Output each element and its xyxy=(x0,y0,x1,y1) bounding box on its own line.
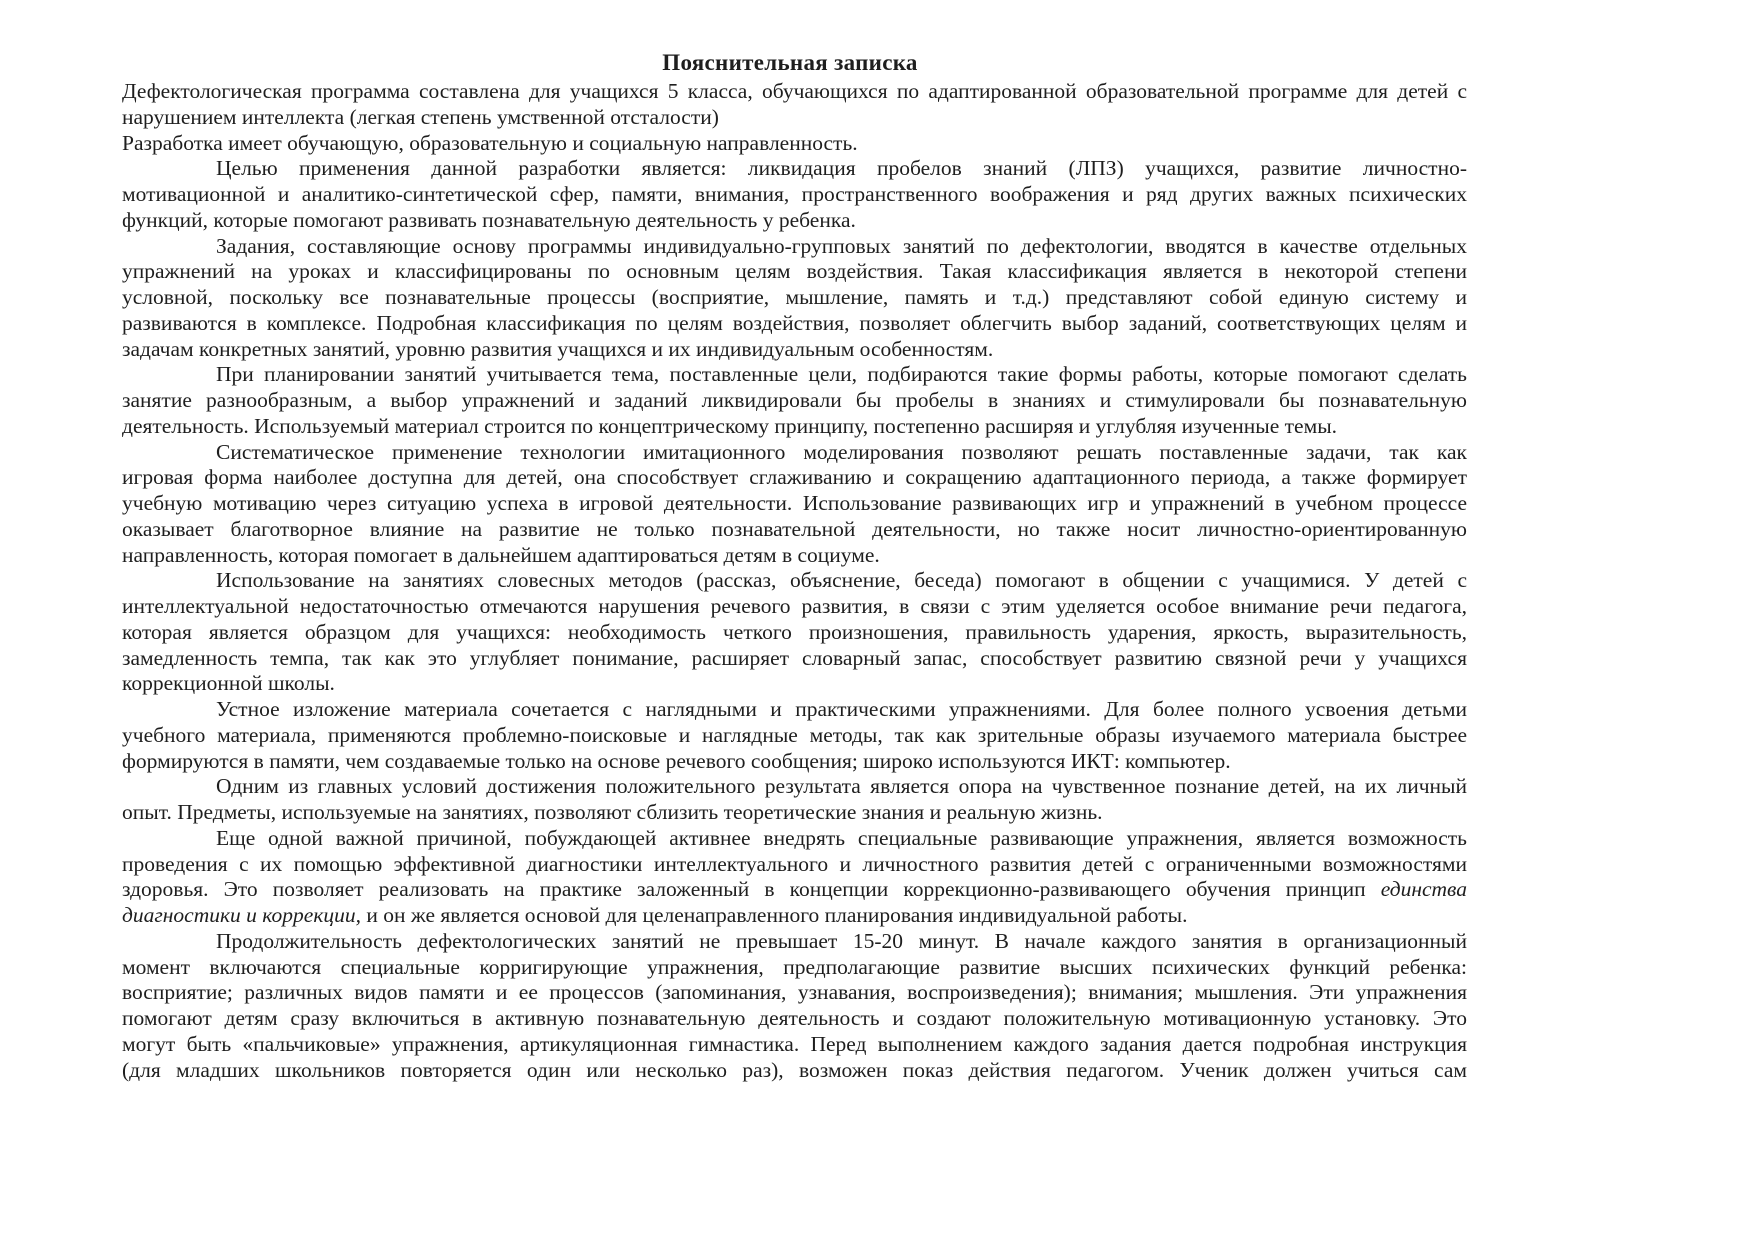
text-line xyxy=(122,362,1467,388)
italic-text: единства xyxy=(1380,877,1467,902)
text-segment: Разработка имеет обучающую, образовательную и социальную направленность. xyxy=(122,130,858,155)
document-body xyxy=(122,79,1467,1083)
text-line xyxy=(122,440,1467,466)
text-line xyxy=(122,671,1467,697)
text-line xyxy=(122,877,1467,903)
text-segment: игровая форма наиболее доступна для детей, она способствует сглаживанию и сокращению адаптационного периода, а также формирует xyxy=(122,465,1467,490)
text-line xyxy=(122,465,1467,491)
text-line xyxy=(122,955,1467,981)
text-segment: Одним из главных условий достижения положительного результата является опора на чувственное познание детей, на их личный xyxy=(216,774,1467,799)
paragraph xyxy=(122,362,1467,439)
text-segment: учебную мотивацию через ситуацию успеха в игровой деятельности. Использование развивающих игр и упражнений в учебном процессе xyxy=(122,491,1467,515)
text-line xyxy=(122,131,1467,157)
text-segment: помогают детям сразу включиться в активную познавательную деятельность и создают положительную мотивационную установку. Это xyxy=(122,1006,1467,1030)
text-line xyxy=(122,594,1467,620)
paragraph xyxy=(122,131,1467,157)
paragraph xyxy=(122,440,1467,569)
text-line xyxy=(122,723,1467,749)
text-line xyxy=(122,491,1467,517)
text-line xyxy=(122,285,1467,311)
text-line xyxy=(122,1058,1467,1084)
text-segment: восприятие; различных видов памяти и ее процессов (запоминания, узнавания, воспроизведения); внимания; мышления. Эти упражнения xyxy=(122,980,1467,1005)
text-line xyxy=(122,311,1467,337)
text-segment: Систематическое применение технологии имитационного моделирования позволяют решать поставленные задачи, так как xyxy=(216,439,1467,464)
text-segment: Задания, составляющие основу программы индивидуально-групповых занятий по дефектологии, вводятся в качестве отдельных xyxy=(216,233,1467,258)
paragraph xyxy=(122,929,1467,1084)
text-segment: замедленность темпа, так как это углубляет понимание, расширяет словарный запас, способствует развитию связной речи у учащихся xyxy=(122,645,1467,670)
paragraph xyxy=(122,568,1467,697)
text-line xyxy=(122,826,1467,852)
text-line xyxy=(122,929,1467,955)
text-segment: Целью применения данной разработки является: ликвидация пробелов знаний (ЛПЗ) учащихся, развитие личностно- xyxy=(216,156,1467,181)
text-line xyxy=(122,414,1467,440)
text-segment: занятие разнообразным, а выбор упражнений и заданий ликвидировали бы пробелы в знаниях и стимулировали бы познавательную xyxy=(122,388,1467,412)
text-segment: могут быть «пальчиковые» упражнения, артикуляционная гимнастика. Перед выполнением каждого задания дается подробная инструкция xyxy=(122,1031,1467,1056)
text-line xyxy=(122,234,1467,260)
paragraph xyxy=(122,774,1467,826)
text-segment: (для младших школьников повторяется один или несколько раз), возможен показ действия педагогом. Ученик должен учиться сам xyxy=(122,1057,1467,1082)
text-segment: момент включаются специальные корригирующие упражнения, предполагающие развитие высших психических функций ребенка: xyxy=(122,954,1467,979)
text-line xyxy=(122,1006,1467,1032)
text-line xyxy=(122,517,1467,543)
text-segment: задачам конкретных занятий, уровню развития учащихся и их индивидуальным особенностям. xyxy=(122,336,994,361)
text-line xyxy=(122,543,1467,569)
text-line xyxy=(122,568,1467,594)
paragraph xyxy=(122,234,1467,363)
text-segment: функций, которые помогают развивать познавательную деятельность у ребенка. xyxy=(122,207,856,232)
text-segment: и он же является основой для целенаправленного планирования индивидуальной работы. xyxy=(361,903,1188,927)
text-line xyxy=(122,620,1467,646)
text-line xyxy=(122,774,1467,800)
text-segment: направленность, которая помогает в дальнейшем адаптироваться детям в социуме. xyxy=(122,542,880,567)
text-segment: здоровья. Это позволяет реализовать на практике заложенный в концепции коррекционно-развивающего обучения принцип xyxy=(122,877,1381,902)
text-segment: условной, поскольку все познавательные процессы (восприятие, мышление, память и т.д.) представляют собой единую систему и xyxy=(122,285,1467,309)
text-segment: опыт. Предметы, используемые на занятиях, позволяют сблизить теоретические знания и реальную жизнь. xyxy=(122,800,1103,824)
paragraph xyxy=(122,156,1467,233)
italic-text: диагностики и коррекции, xyxy=(122,903,362,927)
text-segment: деятельность. Используемый материал строится по концептрическому принципу, постепенно расширяя и углубляя изученные темы. xyxy=(122,413,1338,438)
text-line xyxy=(122,105,1467,131)
text-segment: оказывает благотворное влияние на развитие не только познавательной деятельности, но также носит личностно-ориентированную xyxy=(122,516,1467,541)
text-line xyxy=(122,79,1467,105)
text-line xyxy=(122,259,1467,285)
text-segment: мотивационной и аналитико-синтетической сфер, памяти, внимания, пространственного воображения и ряд других важных психических xyxy=(122,182,1467,206)
text-segment: нарушением интеллекта (легкая степень умственной отсталости) xyxy=(122,104,719,129)
text-line xyxy=(122,182,1467,208)
text-line xyxy=(122,388,1467,414)
paragraph xyxy=(122,79,1467,131)
text-segment: Продолжительность дефектологических занятий не превышает 15-20 минут. В начале каждого занятия в организационный xyxy=(216,928,1467,953)
text-segment: проведения с их помощью эффективной диагностики интеллектуального и личностного развития детей с ограниченными возможностями xyxy=(122,851,1467,876)
text-line xyxy=(122,800,1467,826)
text-segment: которая является образцом для учащихся: необходимость четкого произношения, правильность ударения, яркость, выразительность, xyxy=(122,619,1467,644)
document-title: Пояснительная записка xyxy=(662,50,918,75)
text-segment: интеллектуальной недостаточностью отмечаются нарушения речевого развития, в связи с этим уделяется особое внимание речи педагога, xyxy=(122,594,1467,618)
text-line xyxy=(122,156,1467,182)
text-segment: развиваются в комплексе. Подробная классификация по целям воздействия, позволяет облегчить выбор заданий, соответствующих целям и xyxy=(122,310,1467,335)
text-line xyxy=(122,1032,1467,1058)
text-segment: Использование на занятиях словесных методов (рассказ, объяснение, беседа) помогают в общении с учащимися. У детей с xyxy=(216,568,1467,593)
text-line xyxy=(122,980,1467,1006)
text-line xyxy=(122,903,1467,929)
text-line xyxy=(122,208,1467,234)
text-line xyxy=(122,697,1467,723)
text-line xyxy=(122,337,1467,363)
text-segment: коррекционной школы. xyxy=(122,671,335,696)
text-segment: Устное изложение материала сочетается с наглядными и практическими упражнениями. Для более полного усвоения детьми xyxy=(216,697,1467,721)
paragraph xyxy=(122,697,1467,774)
text-segment: формируются в памяти, чем создаваемые только на основе речевого сообщения; широко используются ИКТ: компьютер. xyxy=(122,748,1231,773)
text-line xyxy=(122,852,1467,878)
text-segment: упражнений на уроках и классифицированы по основным целям воздействия. Такая классификация является в некоторой степени xyxy=(122,259,1467,284)
text-segment: При планировании занятий учитывается тема, поставленные цели, подбираются такие формы работы, которые помогают сделать xyxy=(216,362,1467,387)
text-segment: учебного материала, применяются проблемно-поисковые и наглядные методы, так как зрительные образы изучаемого материала быстрее xyxy=(122,722,1467,747)
text-segment: Дефектологическая программа составлена для учащихся 5 класса, обучающихся по адаптированной образовательной программе для детей с xyxy=(122,79,1467,103)
text-line xyxy=(122,749,1467,775)
paragraph xyxy=(122,826,1467,929)
text-segment: Еще одной важной причиной, побуждающей активнее внедрять специальные развивающие упражнения, является возможность xyxy=(216,825,1467,850)
text-line xyxy=(122,646,1467,672)
